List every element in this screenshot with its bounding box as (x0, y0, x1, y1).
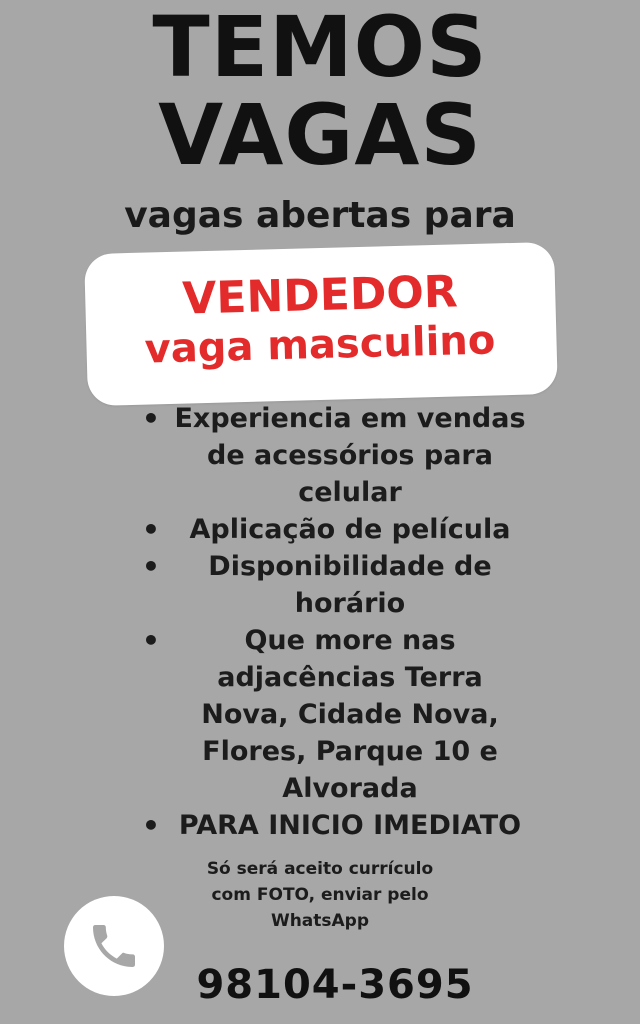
job-gender: vaga masculino (144, 317, 496, 373)
list-item (130, 807, 530, 844)
application-note: Só será aceito currículo com FOTO, enviar pelo WhatsApp (206, 859, 434, 931)
subtitle: vagas abertas para (124, 195, 516, 236)
phone-number[interactable]: 98104-3695 (196, 962, 474, 1008)
bullet-icon: • (142, 513, 160, 546)
requirement-text: Disponibilidade de horário (208, 551, 492, 619)
list-item (130, 622, 530, 807)
requirement-text: Experiencia em vendas de acessórios para celular (174, 403, 526, 508)
headline-vagas: VAGAS (158, 86, 482, 184)
job-title: VENDEDOR (181, 266, 459, 325)
bullet-icon: • (142, 550, 160, 583)
bullet-icon: • (142, 809, 160, 842)
requirement-text: Que more nas adjacências Terra Nova, Cidade Nova, Flores, Parque 10 e Alvorada (201, 625, 499, 804)
requirements-list (130, 400, 530, 844)
headline-temos: TEMOS (152, 0, 488, 96)
bullet-icon: • (142, 624, 160, 657)
requirement-text: Aplicação de película (189, 514, 511, 545)
list-item (130, 511, 530, 548)
list-item (130, 548, 530, 622)
requirement-text: PARA INICIO IMEDIATO (178, 810, 522, 841)
list-item (130, 400, 530, 511)
bullet-icon: • (142, 402, 160, 435)
